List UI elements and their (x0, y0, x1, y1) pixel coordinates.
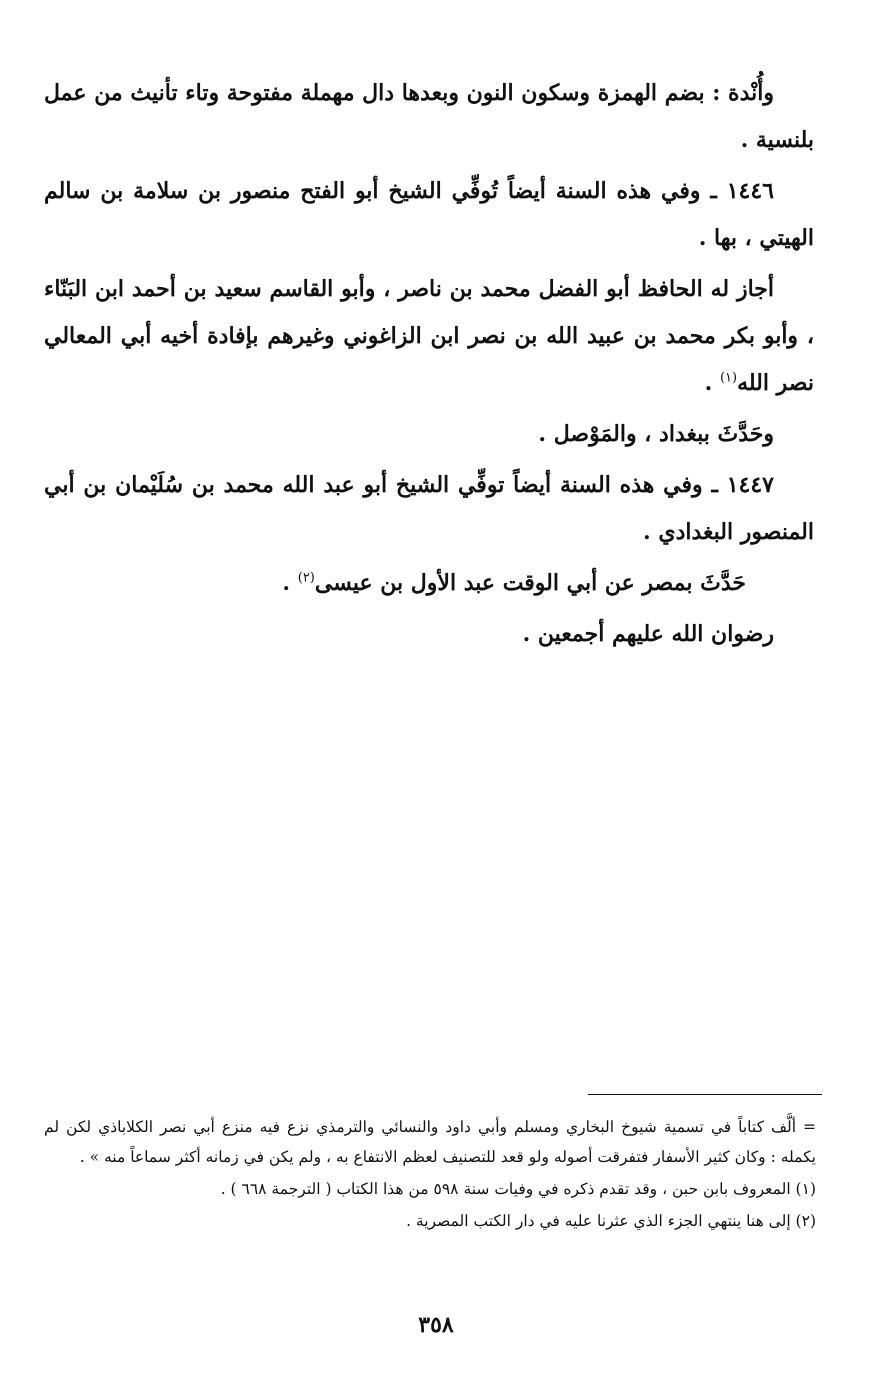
footnotes (44, 1112, 816, 1238)
footnote-separator (588, 1094, 822, 1095)
paragraph-unda-definition: وأُنْدة : بضم الهمزة وسكون النون وبعدها دال مهملة مفتوحة وتاء تأنيث من عمل بلنسية . (44, 80, 814, 153)
paragraph-ijaza-text: أجاز له الحافظ أبو الفضل محمد بن ناصر ، وأبو القاسم سعيد بن أحمد ابن البَنّاء ، وأبو بكر محمد بن عبيد الله بن نصر ابن الزاغوني وغيرهم بإفادة أخيه أبي المعالي نصر الله (44, 276, 814, 396)
paragraph-haddatha-misr-end: . (282, 570, 298, 596)
footnote-continuation: = ألَّف كتاباً في تسمية شيوخ البخاري ومسلم وأبي داود والنسائي والترمذي نزع فيه منزع أبي نصر الكلاباذي لكن لم يكمله : وكان كثير الأسفار فتفرقت أصوله ولو قعد للتصنيف لعظم الانتفاع به ، ولم يكن في زمانه أكثر سماعاً منه » . (44, 1118, 816, 1166)
paragraph-haddatha-misr (44, 560, 814, 607)
paragraph-haddatha-misr-text: حَدَّثَ بمصر عن أبي الوقت عبد الأول بن عيسى (314, 570, 746, 596)
paragraph-haddatha-baghdad: وحَدَّثَ ببغداد ، والمَوْصل . (538, 421, 774, 447)
entry-1446: ١٤٤٦ ـ وفي هذه السنة أيضاً تُوفِّي الشيخ أبو الفتح منصور بن سلامة بن سالم الهيتي ، بها . (44, 178, 814, 251)
paragraph-ijaza (44, 266, 814, 407)
footnote-ref-1[interactable]: (١) (719, 370, 738, 386)
entry-1447: ١٤٤٧ ـ وفي هذه السنة أيضاً توفِّي الشيخ أبو عبد الله محمد بن سُلَيْمان بن أبي المنصور البغدادي . (44, 472, 814, 545)
paragraph-closing: رضوان الله عليهم أجمعين . (522, 621, 774, 647)
page-number: ٣٥٨ (418, 1312, 454, 1338)
footnote-2: (٢) إلى هنا ينتهي الجزء الذي عثرنا عليه في دار الكتب المصرية . (406, 1212, 816, 1230)
paragraph-ijaza-end: . (704, 370, 720, 396)
main-text (44, 70, 814, 662)
footnote-ref-2[interactable]: (٢) (297, 570, 315, 586)
footnote-1: (١) المعروف بابن حبن ، وقد تقدم ذكره في وفيات سنة ٥٩٨ من هذا الكتاب ( الترجمة ٦٦٨ ) . (220, 1180, 816, 1198)
